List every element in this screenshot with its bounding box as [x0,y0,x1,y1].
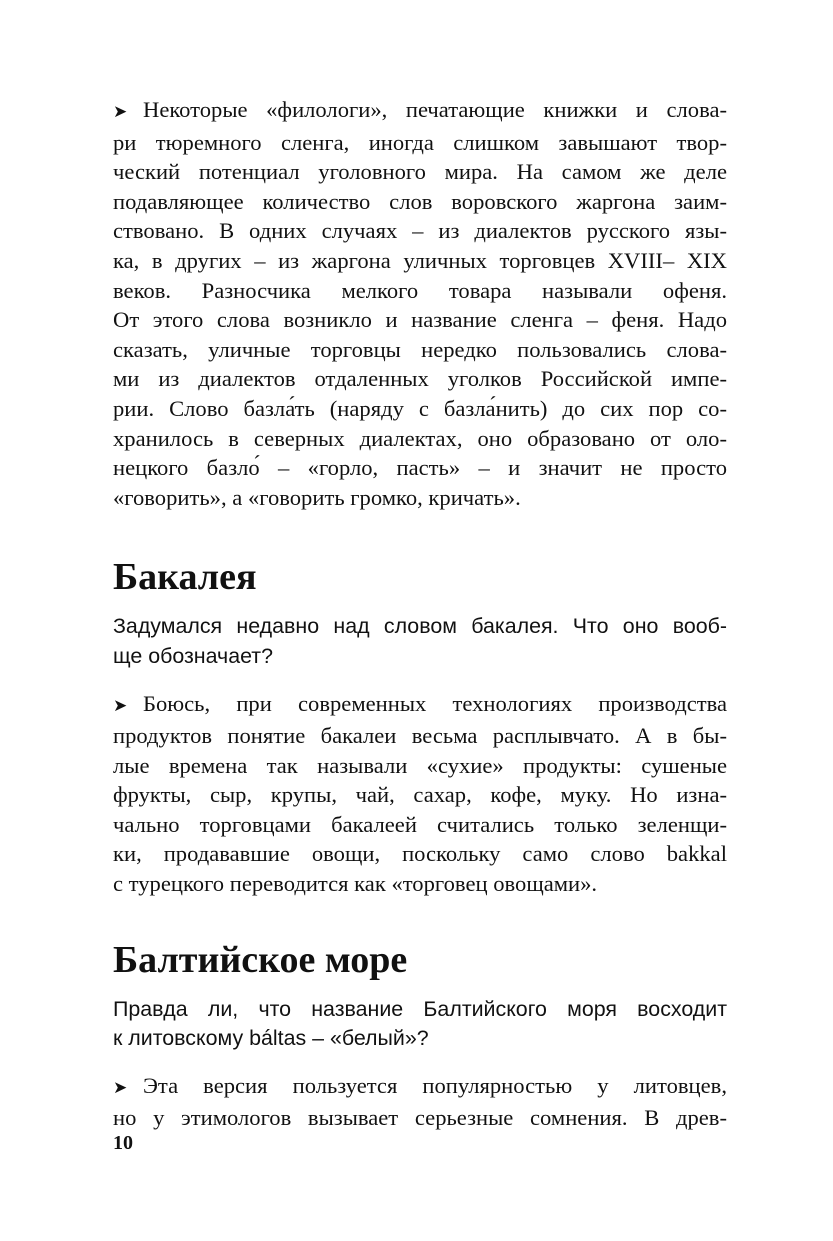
text-line: «говорить», а «говорить громко, кричать». [113,484,521,510]
section-heading-baltic-sea: Балтийское море [113,938,408,981]
arrow-marker-icon: ➤ [113,1077,128,1098]
text-line: ка, в других – из жаргона уличных торговцев XVIII– XIX [113,247,727,273]
section-heading-bakaleya: Бакалея [113,556,257,599]
text-line: но у этимологов вызывает серьезные сомнения. В древ- [113,1105,727,1131]
arrow-marker-icon: ➤ [113,695,128,716]
answer-paragraph-baltic-sea [113,1071,727,1133]
text-line: ми из диалектов отдаленных уголков Российской импе- [113,366,727,392]
text-line: ри тюремного сленга, иногда слишком завышают твор- [113,129,727,155]
text-line: лые времена так называли «сухие» продукты: сушеные [113,752,727,778]
text-line: нецкого базло́ – «горло, пасть» – и значит не просто [113,455,727,481]
page-number: 10 [113,1132,133,1154]
text-line: чально торговцами бакалеей считались только зеленщи- [113,811,727,837]
text-line: ки, продававшие овощи, поскольку само слово bakkal [113,841,727,867]
line-text: Боюсь, при современных технологиях производства [143,690,727,716]
text-line: подавляющее количество слов воровского жаргона заим- [113,188,727,214]
text-line: Правда ли, что название Балтийского моря восходит [113,996,727,1021]
text-line: веков. Разносчика мелкого товара называли офеня. [113,277,727,303]
line-text: Эта версия пользуется популярностью у литовцев, [143,1072,727,1098]
text-line: От этого слова возникло и название сленга – феня. Надо [113,307,727,333]
answer-paragraph-bakaleya [113,689,727,899]
text-line [113,95,727,128]
text-line: сказать, уличные торговцы нередко пользовались слова- [113,336,727,362]
line-text: Некоторые «филологи», печатающие книжки и слова- [143,97,727,122]
text-line: ще обозначает? [113,643,273,668]
text-line: фрукты, сыр, крупы, чай, сахар, кофе, муку. Но изна- [113,782,727,808]
text-line: рии. Слово базла́ть (наряду с базла́нить) до сих пор со- [113,395,727,421]
text-line: ствовано. В одних случаях – из диалектов русского язы- [113,218,727,244]
text-line: хранилось в северных диалектах, оно образовано от оло- [113,425,727,451]
text-line: продуктов понятие бакалеи весьма расплывчато. А в бы- [113,723,727,749]
text-line: к литовскому báltas – «белый»? [113,1026,429,1051]
text-line: ческий потенциал уголовного мира. На самом же деле [113,159,727,185]
arrow-marker-icon: ➤ [113,102,128,122]
text-line [113,1071,727,1104]
book-page [113,95,727,1133]
question-paragraph-baltic-sea [113,995,727,1054]
text-line [113,689,727,722]
answer-paragraph-intro [113,95,727,512]
text-line: Задумался недавно над словом бакалея. Что оно вооб- [113,614,727,639]
text-line: с турецкого переводится как «торговец овощами». [113,871,598,897]
question-paragraph-bakaleya [113,612,727,671]
